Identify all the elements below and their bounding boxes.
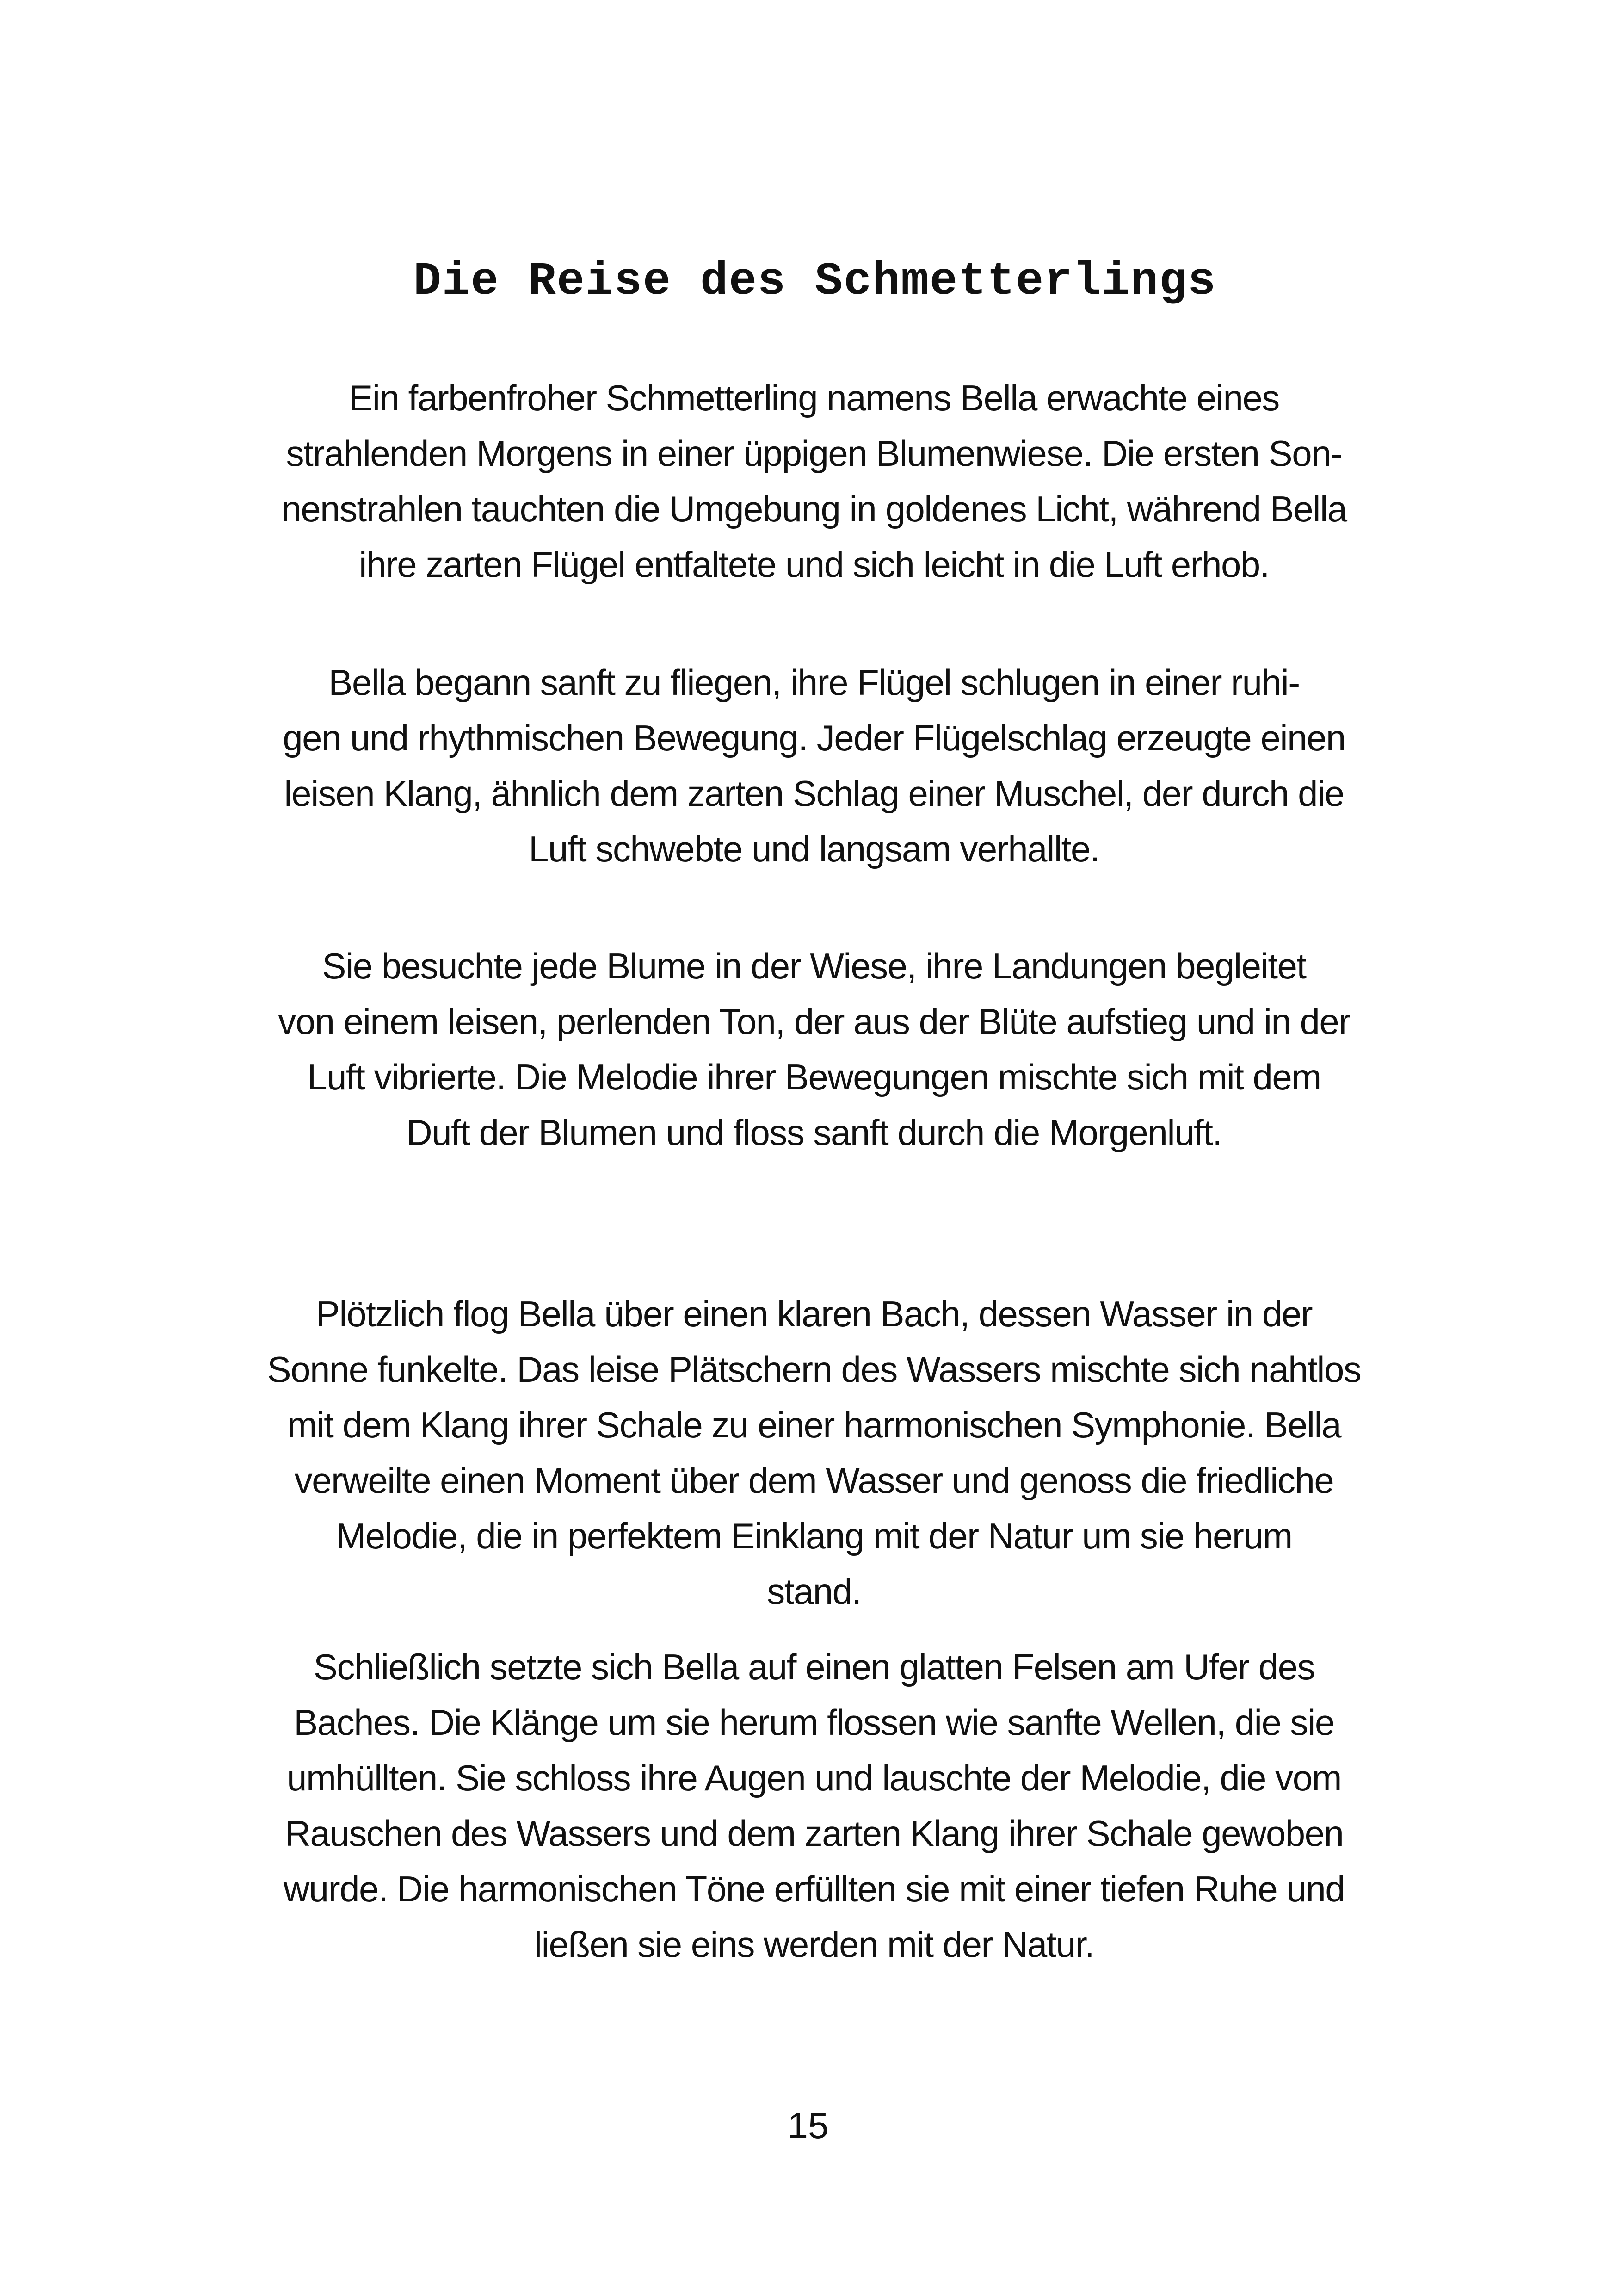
page-number: 15 (787, 2105, 829, 2146)
text-line: Baches. Die Klänge um sie herum flossen wie sanfte Wellen, die sie (294, 1702, 1334, 1743)
text-line: von einem leisen, perlenden Ton, der aus der Blüte aufstieg und in der (278, 1001, 1350, 1042)
text-line: Luft vibrierte. Die Melodie ihrer Bewegungen mischte sich mit dem (307, 1057, 1321, 1097)
text-line: verweilte einen Moment über dem Wasser und genoss die friedliche (294, 1460, 1334, 1501)
text-line: nenstrahlen tauchten die Umgebung in goldenes Licht, während Bella (281, 489, 1347, 529)
text-line: Sie besuchte jede Blume in der Wiese, ihre Landungen begleitet (322, 946, 1306, 986)
paragraph-1 (213, 370, 1415, 592)
paragraph-2 (213, 655, 1415, 877)
text-line: leisen Klang, ähnlich dem zarten Schlag einer Muschel, der durch die (284, 773, 1344, 814)
paragraph-5 (204, 1639, 1425, 1972)
text-line: Melodie, die in perfektem Einklang mit der Natur um sie herum (336, 1516, 1292, 1556)
text-line: Schließlich setzte sich Bella auf einen glatten Felsen am Ufer des (313, 1646, 1315, 1687)
text-line: Luft schwebte und langsam verhallte. (529, 829, 1099, 869)
text-line: mit dem Klang ihrer Schale zu einer harmonischen Symphonie. Bella (287, 1405, 1341, 1445)
text-line: ihre zarten Flügel entfaltete und sich leicht in die Luft erhob. (359, 544, 1269, 585)
text-line: Rauschen des Wassers und dem zarten Klang ihrer Schale gewoben (284, 1813, 1344, 1854)
text-line: Bella begann sanft zu fliegen, ihre Flügel schlugen in einer ruhi- (328, 662, 1300, 703)
text-line: Duft der Blumen und floss sanft durch die Morgenluft. (406, 1112, 1222, 1153)
text-line: Sonne funkelte. Das leise Plätschern des Wassers mischte sich nahtlos (267, 1349, 1361, 1390)
text-line: umhüllten. Sie schloss ihre Augen und lauschte der Melodie, die vom (287, 1758, 1341, 1798)
page-title: Die Reise des Schmetterlings (413, 256, 1217, 308)
text-line: stand. (767, 1571, 861, 1612)
paragraph-4 (204, 1286, 1425, 1619)
text-line: Plötzlich flog Bella über einen klaren Bach, dessen Wasser in der (315, 1293, 1313, 1334)
text-line: wurde. Die harmonischen Töne erfüllten sie mit einer tiefen Ruhe und (283, 1869, 1345, 1909)
text-line: Ein farbenfroher Schmetterling namens Bella erwachte eines (349, 378, 1279, 418)
paragraph-3 (213, 938, 1415, 1160)
text-line: ließen sie eins werden mit der Natur. (534, 1924, 1094, 1965)
text-line: strahlenden Morgens in einer üppigen Blumenwiese. Die ersten Son- (286, 433, 1342, 474)
text-line: gen und rhythmischen Bewegung. Jeder Flügelschlag erzeugte einen (283, 718, 1345, 758)
